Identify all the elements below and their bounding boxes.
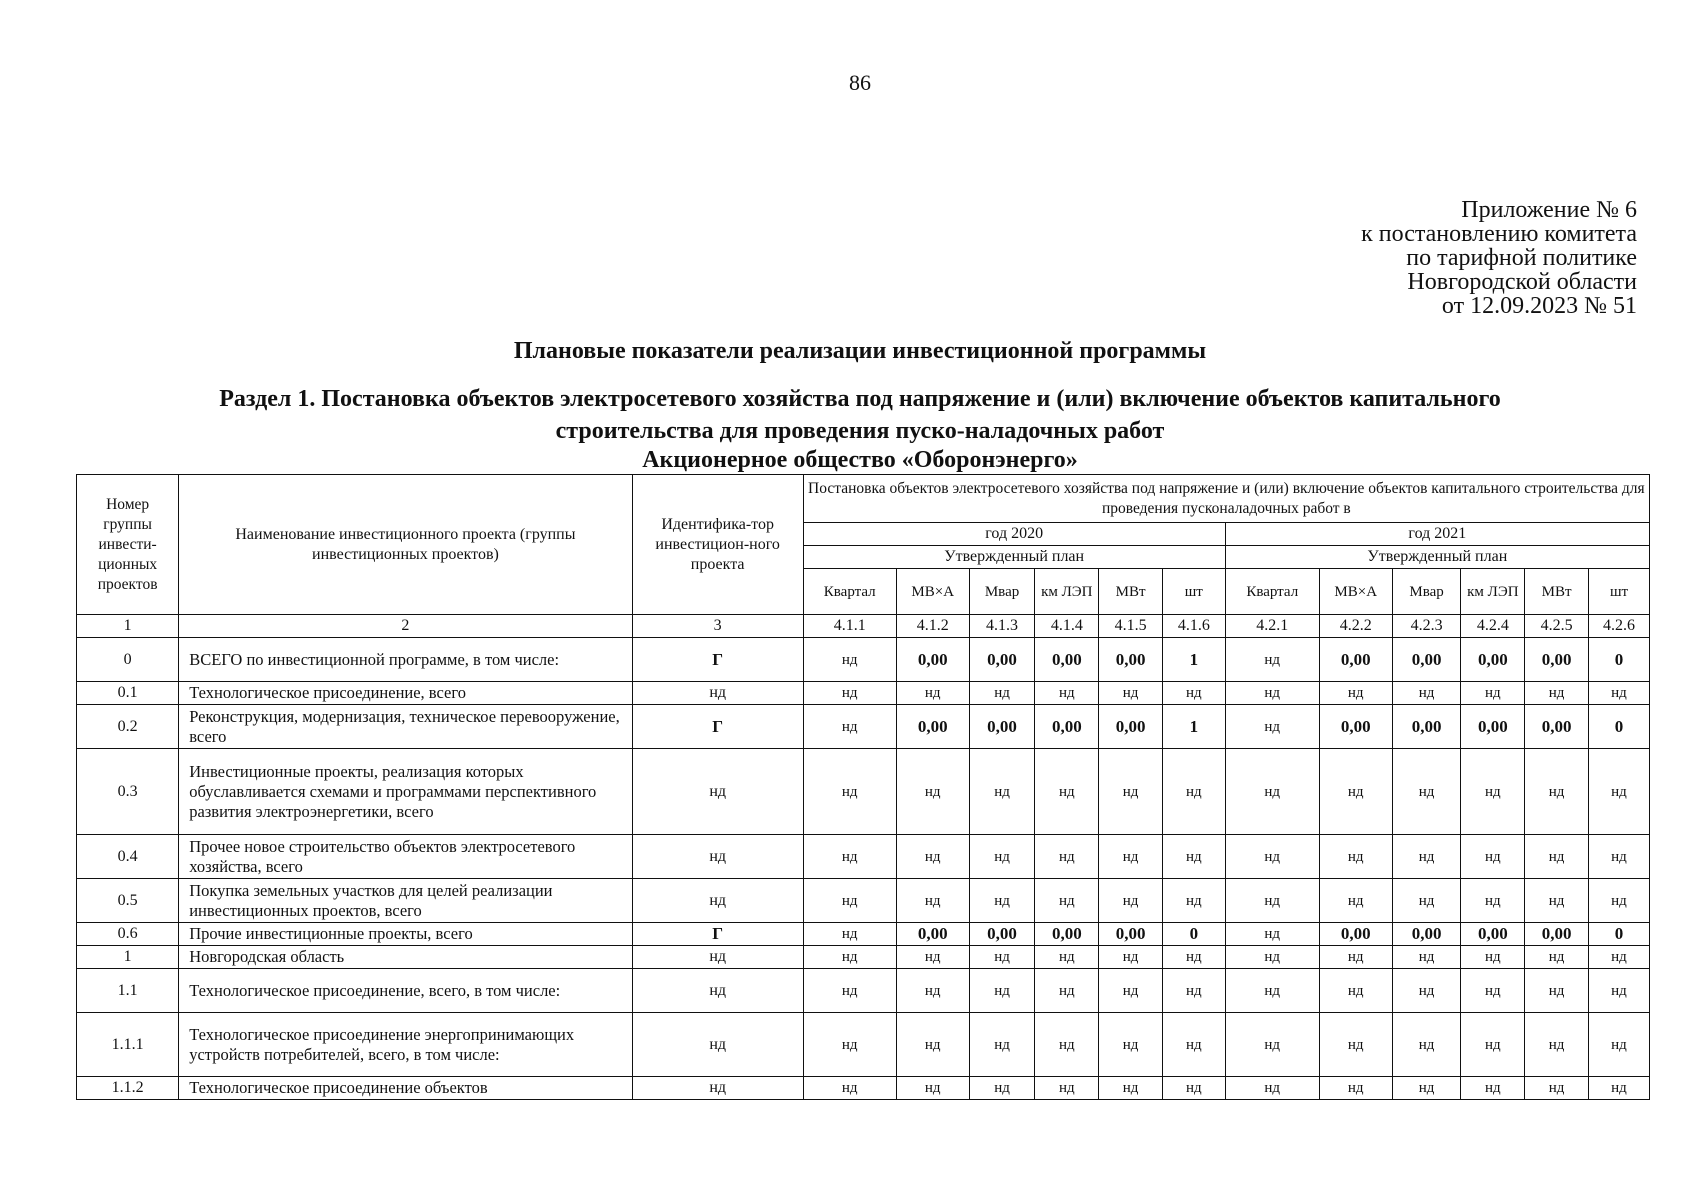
company-name: Акционерное общество «Оборонэнерго» — [642, 447, 1078, 473]
row-value: 0,00 — [1099, 638, 1163, 682]
header-unit: км ЛЭП — [1461, 569, 1525, 615]
row-name: Покупка земельных участков для целей реализации инвестиционных проектов, всего — [179, 879, 632, 923]
column-number: 4.2.1 — [1225, 615, 1319, 638]
row-value: нд — [1588, 1077, 1649, 1100]
row-identifier: нд — [632, 682, 803, 705]
row-value: нд — [803, 923, 896, 946]
row-value: 1 — [1162, 638, 1225, 682]
row-value: нд — [1588, 1013, 1649, 1077]
row-value: нд — [1461, 946, 1525, 969]
row-value: нд — [1525, 969, 1589, 1013]
table-body — [77, 638, 1650, 1100]
row-value: нд — [1525, 749, 1589, 835]
row-value: 0,00 — [1099, 705, 1163, 749]
column-number: 4.2.3 — [1392, 615, 1461, 638]
row-value: нд — [1035, 682, 1099, 705]
row-value: нд — [1525, 1013, 1589, 1077]
indicators-table — [76, 474, 1650, 1100]
header-year-2021: год 2021 — [1225, 523, 1649, 546]
row-value: нд — [969, 682, 1035, 705]
row-value: нд — [1319, 969, 1392, 1013]
column-number: 4.1.5 — [1099, 615, 1163, 638]
row-value: нд — [1099, 1077, 1163, 1100]
row-value: 0,00 — [1035, 923, 1099, 946]
header-unit: шт — [1162, 569, 1225, 615]
row-value: нд — [1035, 835, 1099, 879]
header-unit: МВ×А — [1319, 569, 1392, 615]
row-value: нд — [1461, 879, 1525, 923]
row-value: нд — [1225, 835, 1319, 879]
row-value: 0,00 — [1392, 705, 1461, 749]
row-value: 0,00 — [969, 705, 1035, 749]
column-number: 4.1.6 — [1162, 615, 1225, 638]
row-value: 0,00 — [969, 638, 1035, 682]
row-value: нд — [1225, 923, 1319, 946]
row-value: нд — [1461, 969, 1525, 1013]
row-value: нд — [1035, 1013, 1099, 1077]
row-value: нд — [896, 749, 969, 835]
row-number: 0.5 — [77, 879, 179, 923]
row-name: Новгородская область — [179, 946, 632, 969]
row-value: нд — [1319, 682, 1392, 705]
row-value: 0,00 — [896, 638, 969, 682]
row-value: нд — [1392, 879, 1461, 923]
row-value: нд — [803, 705, 896, 749]
row-value: 0,00 — [1392, 923, 1461, 946]
row-value: 1 — [1162, 705, 1225, 749]
row-value: нд — [1525, 835, 1589, 879]
row-name: Технологическое присоединение энергопринимающих устройств потребителей, всего, в том числе: — [179, 1013, 632, 1077]
row-value: нд — [1588, 879, 1649, 923]
header-unit: Мвар — [1392, 569, 1461, 615]
row-value: нд — [896, 969, 969, 1013]
row-value: 0,00 — [1525, 638, 1589, 682]
row-value: 0,00 — [896, 923, 969, 946]
row-identifier: нд — [632, 1077, 803, 1100]
row-value: нд — [1525, 879, 1589, 923]
header-unit: МВт — [1099, 569, 1163, 615]
row-value: нд — [1392, 1013, 1461, 1077]
row-value: нд — [1525, 682, 1589, 705]
table-header — [77, 475, 1650, 638]
row-value: нд — [1319, 879, 1392, 923]
row-value: 0,00 — [1392, 638, 1461, 682]
header-plan-2021: Утвержденный план — [1225, 546, 1649, 569]
row-number: 0 — [77, 638, 179, 682]
row-value: нд — [1162, 749, 1225, 835]
row-value: 0,00 — [1035, 638, 1099, 682]
row-value: нд — [1392, 1077, 1461, 1100]
row-value: нд — [1225, 682, 1319, 705]
row-value: нд — [896, 835, 969, 879]
row-value: нд — [1392, 682, 1461, 705]
row-value: нд — [1588, 682, 1649, 705]
row-value: нд — [969, 879, 1035, 923]
row-number: 0.4 — [77, 835, 179, 879]
row-name: ВСЕГО по инвестиционной программе, в том числе: — [179, 638, 632, 682]
row-value: нд — [1162, 1013, 1225, 1077]
row-value: 0 — [1162, 923, 1225, 946]
table-row — [77, 1013, 1650, 1077]
row-value: нд — [803, 969, 896, 1013]
row-identifier: нд — [632, 835, 803, 879]
row-value: нд — [896, 1013, 969, 1077]
header-unit: Мвар — [969, 569, 1035, 615]
header-group-title: Постановка объектов электросетевого хозяйства под напряжение и (или) включение объектов капитального строительства для проведения пусконаладочных работ в — [803, 475, 1649, 523]
row-number: 1.1 — [77, 969, 179, 1013]
row-value: нд — [1588, 835, 1649, 879]
row-value: нд — [803, 946, 896, 969]
row-value: нд — [1099, 879, 1163, 923]
row-name: Реконструкция, модернизация, техническое перевооружение, всего — [179, 705, 632, 749]
column-number: 3 — [632, 615, 803, 638]
row-name: Инвестиционные проекты, реализация которых обуславливается схемами и программами перспективного развития электроэнергетики, всего — [179, 749, 632, 835]
row-value: нд — [1162, 969, 1225, 1013]
row-value: нд — [1162, 682, 1225, 705]
column-number: 4.2.2 — [1319, 615, 1392, 638]
row-value: нд — [1162, 879, 1225, 923]
row-value: нд — [1392, 749, 1461, 835]
row-value: нд — [1099, 835, 1163, 879]
row-value: нд — [1099, 682, 1163, 705]
column-number: 4.2.6 — [1588, 615, 1649, 638]
section-title-line: строительства для проведения пуско-наладочных работ — [555, 418, 1165, 444]
table-row — [77, 682, 1650, 705]
column-number: 1 — [77, 615, 179, 638]
row-name: Технологическое присоединение объектов — [179, 1077, 632, 1100]
header-unit: шт — [1588, 569, 1649, 615]
table-row — [77, 969, 1650, 1013]
row-value: нд — [1225, 749, 1319, 835]
row-value: 0 — [1588, 923, 1649, 946]
row-value: нд — [896, 946, 969, 969]
row-name: Прочие инвестиционные проекты, всего — [179, 923, 632, 946]
row-value: нд — [1588, 969, 1649, 1013]
header-project-name: Наименование инвестиционного проекта (группы инвестиционных проектов) — [179, 475, 632, 615]
row-value: нд — [1162, 835, 1225, 879]
header-unit: МВт — [1525, 569, 1589, 615]
row-name: Прочее новое строительство объектов электросетевого хозяйства, всего — [179, 835, 632, 879]
row-value: нд — [1225, 969, 1319, 1013]
row-value: нд — [803, 1013, 896, 1077]
row-identifier: Г — [632, 705, 803, 749]
row-value: нд — [1035, 969, 1099, 1013]
column-number: 4.1.3 — [969, 615, 1035, 638]
row-value: нд — [1319, 749, 1392, 835]
header-year-2020: год 2020 — [803, 523, 1225, 546]
row-value: нд — [1099, 946, 1163, 969]
row-value: 0,00 — [1461, 705, 1525, 749]
row-value: нд — [1225, 1013, 1319, 1077]
row-value: нд — [969, 749, 1035, 835]
row-value: нд — [969, 1077, 1035, 1100]
column-number: 4.1.2 — [896, 615, 969, 638]
row-value: нд — [1588, 749, 1649, 835]
row-value: нд — [969, 969, 1035, 1013]
table-row — [77, 749, 1650, 835]
row-number: 0.3 — [77, 749, 179, 835]
row-value: нд — [803, 1077, 896, 1100]
row-value: нд — [1588, 946, 1649, 969]
row-value: нд — [1525, 946, 1589, 969]
row-value: нд — [1225, 705, 1319, 749]
header-project-id: Идентифика-тор инвестицион-ного проекта — [632, 475, 803, 615]
column-number: 4.1.4 — [1035, 615, 1099, 638]
row-value: нд — [1461, 1077, 1525, 1100]
appendix-line: к постановлению комитета — [1361, 221, 1637, 247]
table-row — [77, 705, 1650, 749]
row-identifier: нд — [632, 879, 803, 923]
header-group-number: Номер группы инвести-ционных проектов — [77, 475, 179, 615]
row-value: 0,00 — [1461, 638, 1525, 682]
row-value: нд — [803, 879, 896, 923]
row-value: нд — [969, 1013, 1035, 1077]
header-plan-2020: Утвержденный план — [803, 546, 1225, 569]
row-identifier: нд — [632, 946, 803, 969]
row-name: Технологическое присоединение, всего — [179, 682, 632, 705]
row-value: нд — [1225, 879, 1319, 923]
row-value: нд — [1319, 1077, 1392, 1100]
row-value: нд — [969, 835, 1035, 879]
row-value: 0,00 — [1035, 705, 1099, 749]
row-value: нд — [1162, 946, 1225, 969]
row-identifier: нд — [632, 969, 803, 1013]
row-value: 0 — [1588, 705, 1649, 749]
section-title-line: Раздел 1. Постановка объектов электросетевого хозяйства под напряжение и (или) включение объектов капитального — [219, 386, 1501, 412]
row-value: нд — [1392, 835, 1461, 879]
row-value: нд — [1461, 835, 1525, 879]
row-number: 0.6 — [77, 923, 179, 946]
header-unit: км ЛЭП — [1035, 569, 1099, 615]
header-unit: МВ×А — [896, 569, 969, 615]
table-row — [77, 879, 1650, 923]
row-name: Технологическое присоединение, всего, в том числе: — [179, 969, 632, 1013]
row-value: 0,00 — [969, 923, 1035, 946]
header-unit: Квартал — [803, 569, 896, 615]
row-number: 1.1.2 — [77, 1077, 179, 1100]
row-value: нд — [803, 638, 896, 682]
column-number: 2 — [179, 615, 632, 638]
row-value: нд — [1099, 1013, 1163, 1077]
table-row — [77, 946, 1650, 969]
row-value: 0,00 — [1099, 923, 1163, 946]
row-value: нд — [1035, 879, 1099, 923]
appendix-line: по тарифной политике — [1406, 245, 1637, 271]
row-value: нд — [1035, 1077, 1099, 1100]
row-value: нд — [1461, 1013, 1525, 1077]
row-value: нд — [1525, 1077, 1589, 1100]
row-value: нд — [1035, 749, 1099, 835]
row-value: 0,00 — [1525, 923, 1589, 946]
row-value: 0,00 — [1525, 705, 1589, 749]
column-number: 4.1.1 — [803, 615, 896, 638]
row-value: нд — [803, 835, 896, 879]
row-value: нд — [1162, 1077, 1225, 1100]
row-number: 1 — [77, 946, 179, 969]
row-identifier: нд — [632, 1013, 803, 1077]
row-identifier: нд — [632, 749, 803, 835]
section-title — [70, 383, 1650, 447]
page-number: 86 — [849, 70, 871, 95]
header-unit: Квартал — [1225, 569, 1319, 615]
appendix-line: Приложение № 6 — [1461, 197, 1637, 223]
row-value: 0,00 — [1319, 705, 1392, 749]
row-value: нд — [896, 1077, 969, 1100]
row-value: 0,00 — [1461, 923, 1525, 946]
table-row — [77, 923, 1650, 946]
column-number: 4.2.4 — [1461, 615, 1525, 638]
table-row — [77, 835, 1650, 879]
row-value: нд — [1099, 749, 1163, 835]
row-value: нд — [1461, 749, 1525, 835]
row-value: нд — [803, 749, 896, 835]
row-value: 0 — [1588, 638, 1649, 682]
row-value: нд — [1225, 946, 1319, 969]
row-value: нд — [896, 879, 969, 923]
row-value: нд — [1319, 835, 1392, 879]
row-number: 1.1.1 — [77, 1013, 179, 1077]
row-value: нд — [1392, 946, 1461, 969]
row-value: 0,00 — [896, 705, 969, 749]
row-value: нд — [1225, 1077, 1319, 1100]
row-value: нд — [1319, 1013, 1392, 1077]
table-row — [77, 1077, 1650, 1100]
appendix-block — [1361, 198, 1637, 318]
row-value: нд — [1461, 682, 1525, 705]
row-number: 0.2 — [77, 705, 179, 749]
appendix-line: от 12.09.2023 № 51 — [1441, 293, 1637, 319]
row-value: нд — [969, 946, 1035, 969]
row-value: 0,00 — [1319, 638, 1392, 682]
appendix-line: Новгородской области — [1407, 269, 1637, 295]
row-value: нд — [1319, 946, 1392, 969]
row-value: нд — [896, 682, 969, 705]
row-identifier: Г — [632, 638, 803, 682]
row-value: нд — [1035, 946, 1099, 969]
row-value: нд — [1099, 969, 1163, 1013]
document-title: Плановые показатели реализации инвестиционной программы — [513, 338, 1207, 364]
row-value: 0,00 — [1319, 923, 1392, 946]
table-row — [77, 638, 1650, 682]
row-identifier: Г — [632, 923, 803, 946]
row-value: нд — [1225, 638, 1319, 682]
column-number: 4.2.5 — [1525, 615, 1589, 638]
row-value: нд — [803, 682, 896, 705]
row-number: 0.1 — [77, 682, 179, 705]
row-value: нд — [1392, 969, 1461, 1013]
